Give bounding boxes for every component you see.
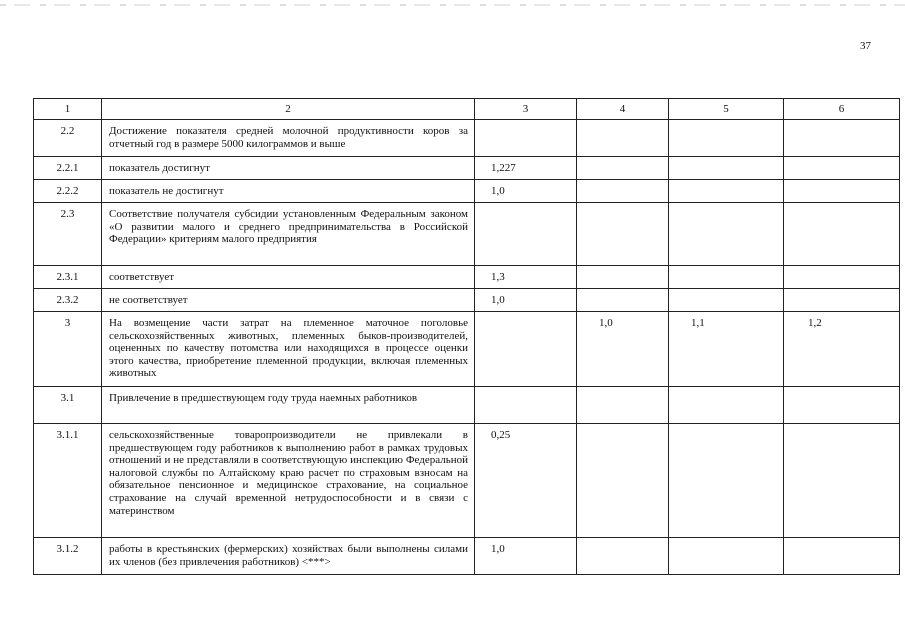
row-col-4 <box>577 387 669 424</box>
row-number: 3.1.2 <box>34 538 102 575</box>
row-col-5 <box>669 180 784 203</box>
table-row <box>34 387 900 424</box>
header-col-4: 4 <box>577 99 669 120</box>
row-col-6 <box>784 289 900 312</box>
row-description: работы в крестьянских (фермерских) хозяйствах были выполнены силами их членов (без привлечения работников) <***> <box>102 538 475 575</box>
row-col-5 <box>669 157 784 180</box>
row-description: показатель достигнут <box>102 157 475 180</box>
row-col-6: 1,2 <box>784 312 900 387</box>
row-col-6 <box>784 387 900 424</box>
table-header-row <box>34 99 900 120</box>
table-row <box>34 312 900 387</box>
header-col-3: 3 <box>475 99 577 120</box>
row-col-4 <box>577 266 669 289</box>
row-number: 3.1 <box>34 387 102 424</box>
row-number: 2.3.2 <box>34 289 102 312</box>
row-col-4 <box>577 424 669 538</box>
row-col-3: 1,227 <box>475 157 577 180</box>
row-col-5 <box>669 266 784 289</box>
row-description: Достижение показателя средней молочной продуктивности коров за отчетный год в размере 5000 килограммов и выше <box>102 120 475 157</box>
coefficients-table <box>33 98 900 575</box>
row-col-4 <box>577 180 669 203</box>
row-col-3: 1,0 <box>475 538 577 575</box>
row-description: Соответствие получателя субсидии установленным Федеральным законом «О развитии малого и среднего предпринимательства в Российской Федерации» критериям малого предприятия <box>102 203 475 266</box>
row-col-3: 0,25 <box>475 424 577 538</box>
row-col-4 <box>577 538 669 575</box>
table-row <box>34 266 900 289</box>
table-row <box>34 120 900 157</box>
table-row <box>34 180 900 203</box>
row-description: Привлечение в предшествующем году труда наемных работников <box>102 387 475 424</box>
row-col-4 <box>577 120 669 157</box>
row-col-6 <box>784 538 900 575</box>
row-col-6 <box>784 424 900 538</box>
row-col-3: 1,0 <box>475 289 577 312</box>
row-col-3 <box>475 120 577 157</box>
row-col-4 <box>577 203 669 266</box>
row-description: сельскохозяйственные товаропроизводители не привлекали в предшествующем году работников к выполнению работ в рамках трудовых отношений и не представляли в соответствующую инспекцию Федеральной налоговой службы по Алтайскому краю расчет по страховым взносам на обязательное пенсионное и медицинское страхование, на социальное страхование на случай временной нетрудоспособности и в связи с материнством <box>102 424 475 538</box>
row-col-6 <box>784 203 900 266</box>
page-number: 37 <box>860 40 871 52</box>
row-number: 3 <box>34 312 102 387</box>
row-col-4 <box>577 157 669 180</box>
row-number: 3.1.1 <box>34 424 102 538</box>
row-description: соответствует <box>102 266 475 289</box>
table-row <box>34 289 900 312</box>
table-row <box>34 424 900 538</box>
header-col-6: 6 <box>784 99 900 120</box>
row-number: 2.2.2 <box>34 180 102 203</box>
row-description: На возмещение части затрат на племенное маточное поголовье сельскохозяйственных животных, племенных быков-производителей, оцененных по качеству потомства или находящихся в процессе оценки этого качества, приобретение племенной продукции, включая племенных животных <box>102 312 475 387</box>
row-col-5 <box>669 289 784 312</box>
row-number: 2.3 <box>34 203 102 266</box>
row-col-5: 1,1 <box>669 312 784 387</box>
row-col-5 <box>669 203 784 266</box>
row-number: 2.2 <box>34 120 102 157</box>
header-col-1: 1 <box>34 99 102 120</box>
row-col-6 <box>784 266 900 289</box>
row-col-3 <box>475 387 577 424</box>
row-col-5 <box>669 424 784 538</box>
row-col-5 <box>669 387 784 424</box>
table-row <box>34 538 900 575</box>
row-col-5 <box>669 538 784 575</box>
row-col-3: 1,3 <box>475 266 577 289</box>
row-col-5 <box>669 120 784 157</box>
row-col-3 <box>475 203 577 266</box>
row-col-3: 1,0 <box>475 180 577 203</box>
row-col-6 <box>784 180 900 203</box>
row-col-4 <box>577 289 669 312</box>
table-row <box>34 157 900 180</box>
row-number: 2.2.1 <box>34 157 102 180</box>
table-row <box>34 203 900 266</box>
row-col-6 <box>784 157 900 180</box>
header-col-2: 2 <box>102 99 475 120</box>
row-col-4: 1,0 <box>577 312 669 387</box>
header-col-5: 5 <box>669 99 784 120</box>
scan-edge-artifact <box>0 4 905 6</box>
row-col-6 <box>784 120 900 157</box>
row-description: не соответствует <box>102 289 475 312</box>
row-col-3 <box>475 312 577 387</box>
row-description: показатель не достигнут <box>102 180 475 203</box>
row-number: 2.3.1 <box>34 266 102 289</box>
